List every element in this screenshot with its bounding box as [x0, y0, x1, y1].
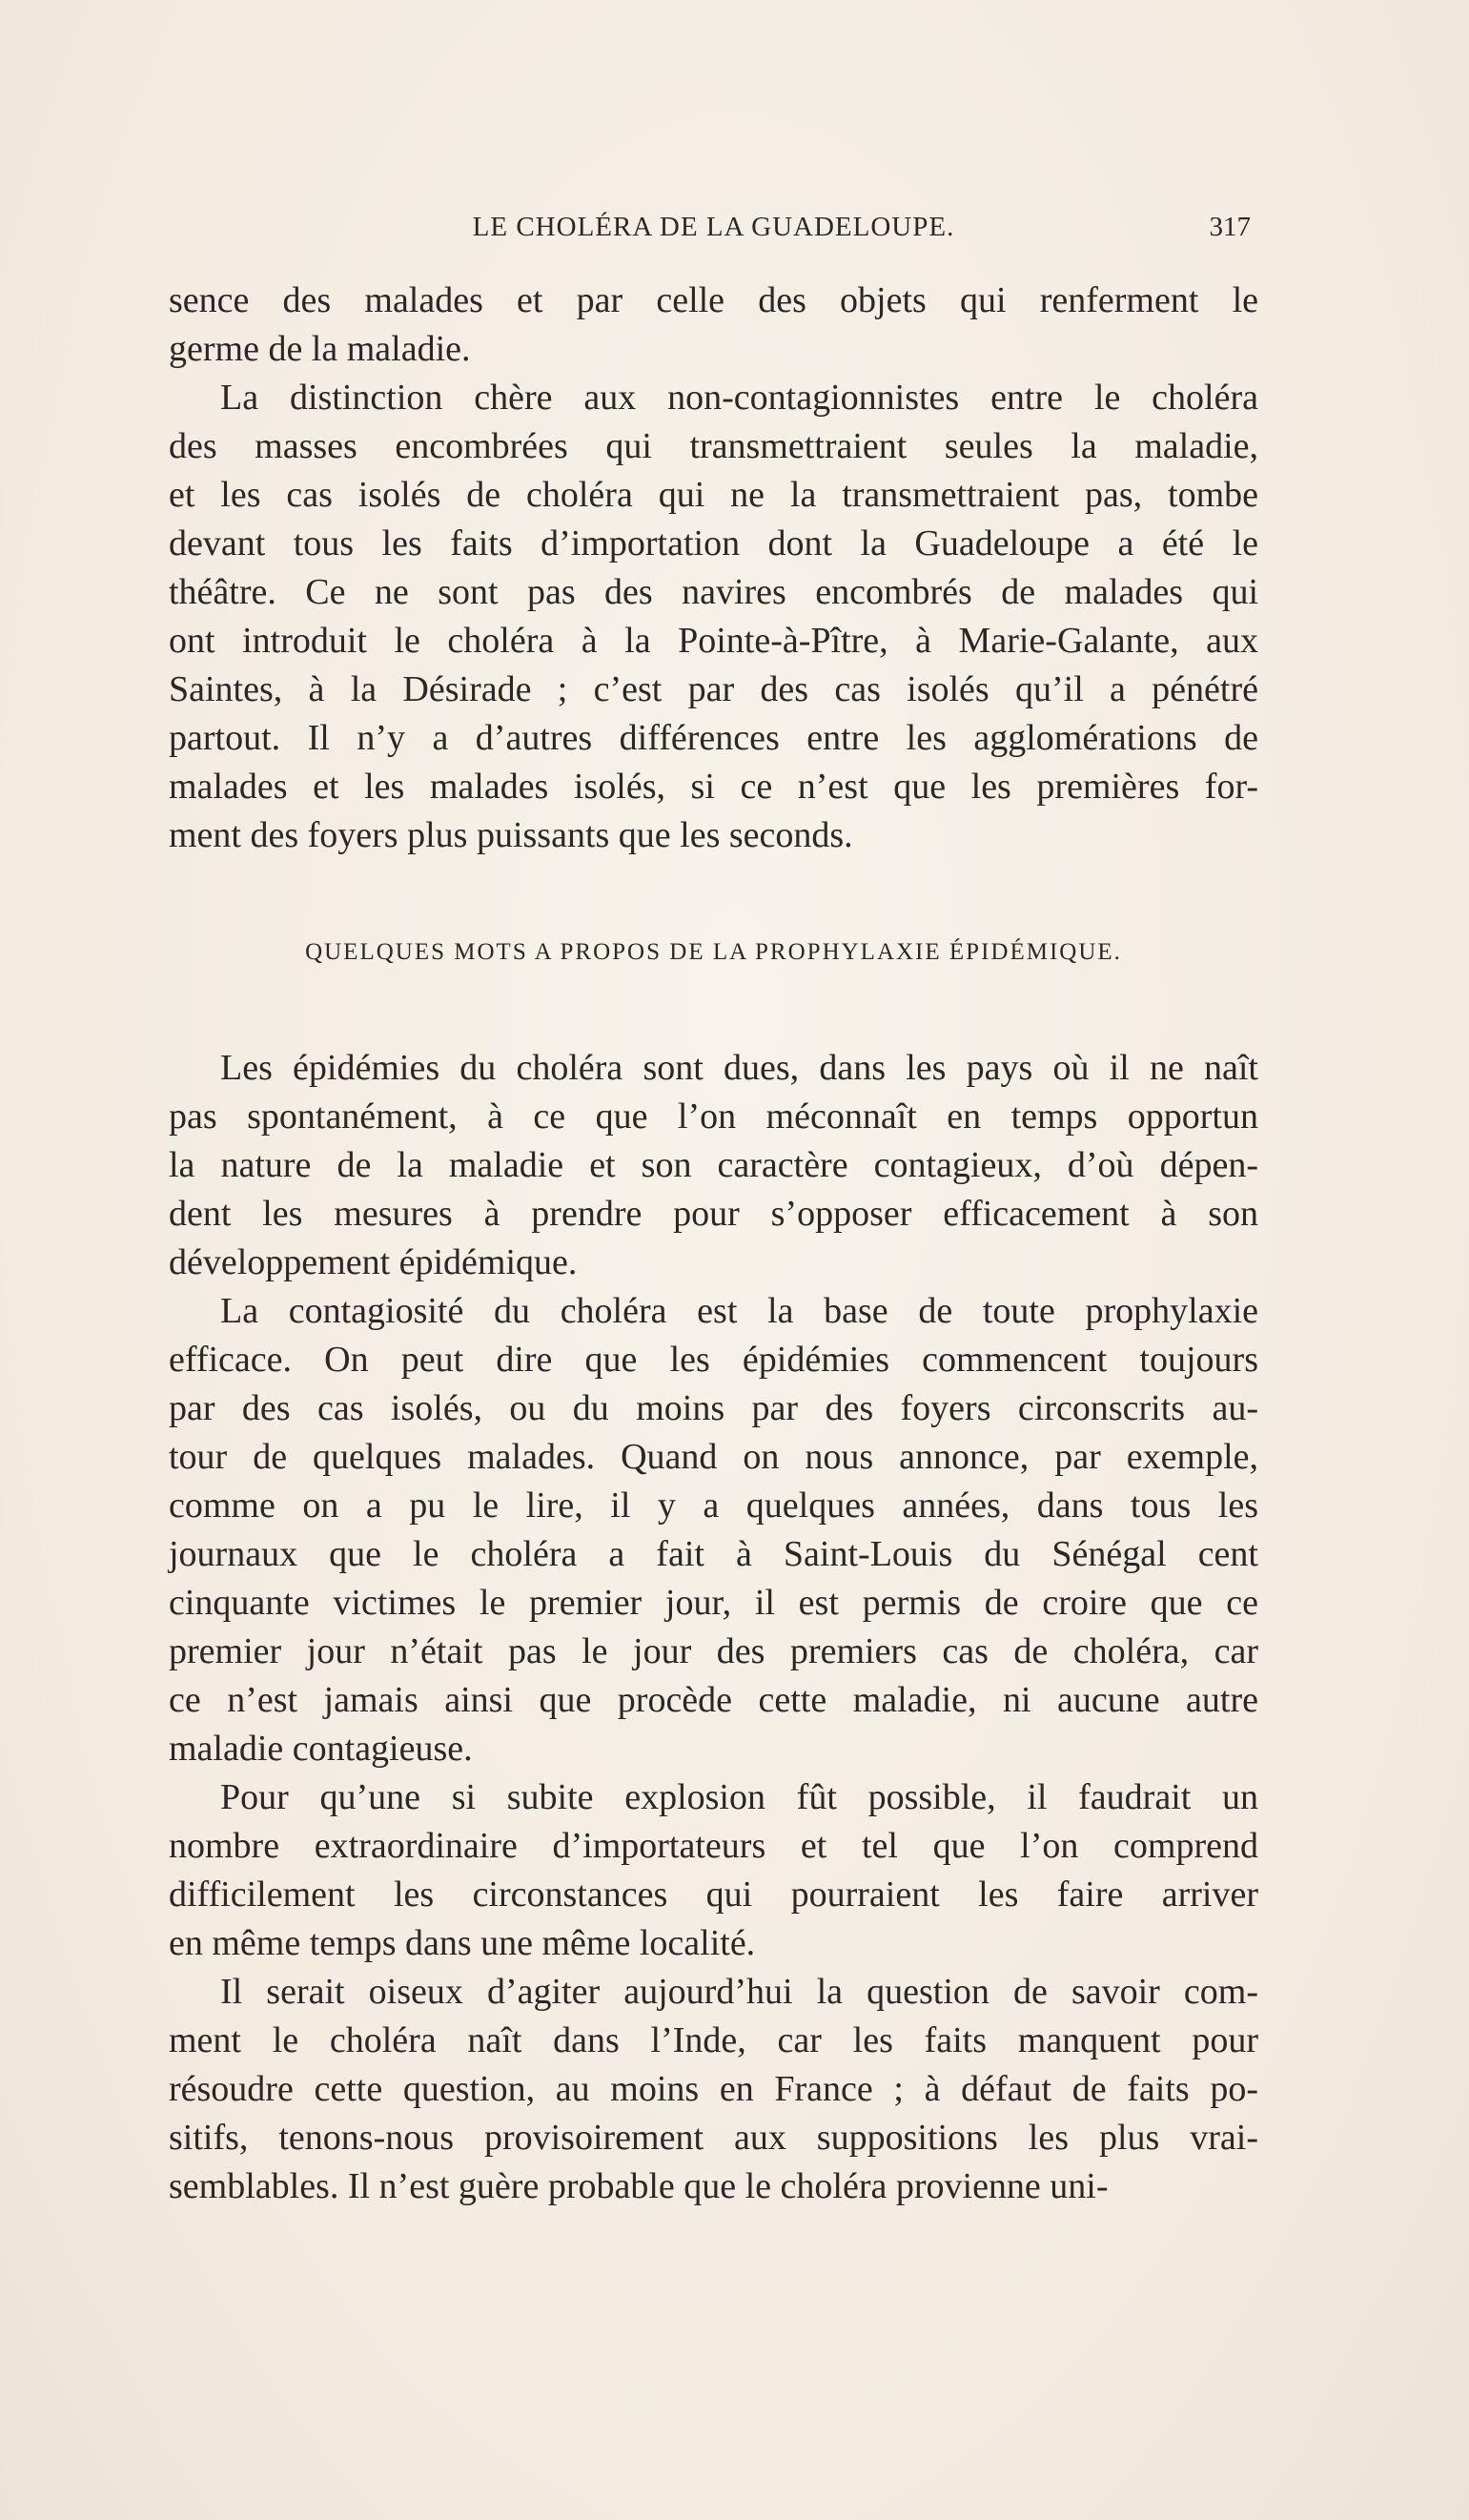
running-head-title: LE CHOLÉRA DE LA GUADELOUPE. — [472, 212, 955, 242]
text-line: dent les mesures à prendre pour s’opposer efficacement à son — [169, 1194, 1258, 1234]
paragraph — [169, 374, 1258, 860]
text-line: malades et les malades isolés, si ce n’est que les premières for- — [169, 767, 1258, 807]
text-line: journaux que le choléra a fait à Saint-Louis du Sénégal cent — [169, 1534, 1258, 1574]
section-1-text — [169, 277, 1258, 860]
text-line: par des cas isolés, ou du moins par des foyers circonscrits au- — [169, 1388, 1258, 1428]
text-line: sitifs, tenons-nous provisoirement aux suppositions les plus vrai- — [169, 2118, 1258, 2158]
text-line: cinquante victimes le premier jour, il est permis de croire que ce — [169, 1583, 1258, 1623]
section-heading: QUELQUES MOTS A PROPOS DE LA PROPHYLAXIE ÉPIDÉMIQUE. — [305, 939, 1122, 965]
text-line: Il serait oiseux d’agiter aujourd’hui la question de savoir com- — [220, 1972, 1258, 2012]
text-line: développement épidémique. — [169, 1242, 578, 1282]
page-number: 317 — [1209, 212, 1251, 242]
text-line: nombre extraordinaire d’importateurs et tel que l’on comprend — [169, 1826, 1258, 1866]
text-line: ont introduit le choléra à la Pointe-à-Pître, à Marie-Galante, aux — [169, 621, 1258, 661]
text-line: résoudre cette question, au moins en France ; à défaut de faits po- — [169, 2069, 1258, 2109]
text-line: maladie contagieuse. — [169, 1729, 473, 1769]
text-line: semblables. Il n’est guère probable que le choléra provienne uni- — [169, 2166, 1109, 2206]
text-line: La distinction chère aux non-contagionnistes entre le choléra — [220, 378, 1258, 418]
text-line: devant tous les faits d’importation dont la Guadeloupe a été le — [169, 523, 1258, 563]
text-line: tour de quelques malades. Quand on nous annonce, par exemple, — [169, 1437, 1258, 1477]
text-line: Saintes, à la Désirade ; c’est par des cas isolés qu’il a pénétré — [169, 669, 1258, 709]
text-line: ce n’est jamais ainsi que procède cette maladie, ni aucune autre — [169, 1680, 1258, 1720]
paragraph — [169, 1044, 1258, 1287]
text-line: théâtre. Ce ne sont pas des navires encombrés de malades qui — [169, 572, 1258, 612]
text-line: efficace. On peut dire que les épidémies commencent toujours — [169, 1340, 1258, 1380]
text-line: Les épidémies du choléra sont dues, dans les pays où il ne naît — [220, 1048, 1258, 1088]
text-line: germe de la maladie. — [169, 329, 471, 369]
text-line: comme on a pu le lire, il y a quelques années, dans tous les — [169, 1485, 1258, 1526]
section-2-text — [169, 1044, 1258, 2211]
paragraph — [169, 1773, 1258, 1968]
running-head — [169, 212, 1258, 250]
text-line: et les cas isolés de choléra qui ne la transmettraient pas, tombe — [169, 475, 1258, 515]
text-line: ment le choléra naît dans l’Inde, car les faits manquent pour — [169, 2020, 1258, 2060]
text-line: sence des malades et par celle des objets qui renferment le — [169, 280, 1258, 320]
text-line: ment des foyers plus puissants que les seconds. — [169, 815, 853, 855]
text-line: des masses encombrées qui transmettraient seules la maladie, — [169, 426, 1258, 466]
paragraph — [169, 277, 1258, 374]
text-line: difficilement les circonstances qui pourraient les faire arriver — [169, 1875, 1258, 1915]
paragraph — [169, 1968, 1258, 2211]
text-line: partout. Il n’y a d’autres différences entre les agglomérations de — [169, 718, 1258, 758]
text-line: en même temps dans une même localité. — [169, 1923, 756, 1963]
text-line: la nature de la maladie et son caractère contagieux, d’où dépen- — [169, 1145, 1258, 1185]
text-line: La contagiosité du choléra est la base de toute prophylaxie — [220, 1291, 1258, 1331]
text-line: pas spontanément, à ce que l’on méconnaît en temps opportun — [169, 1096, 1258, 1137]
paragraph — [169, 1287, 1258, 1773]
text-line: Pour qu’une si subite explosion fût possible, il faudrait un — [220, 1777, 1258, 1817]
text-line: premier jour n’était pas le jour des premiers cas de choléra, car — [169, 1631, 1258, 1671]
